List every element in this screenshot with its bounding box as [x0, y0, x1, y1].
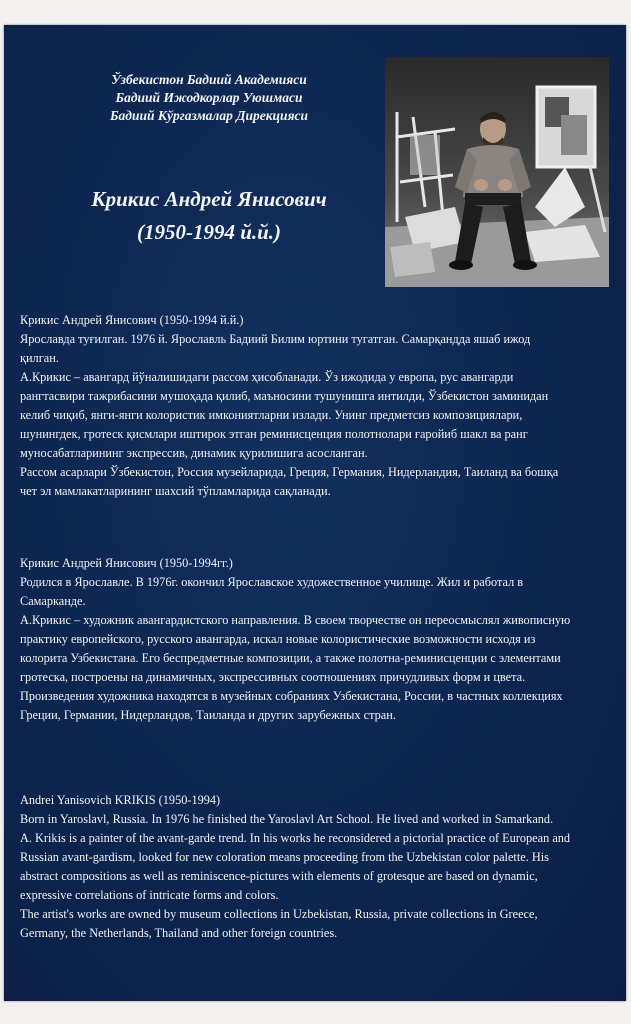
- bio-ru-line: Родился в Ярославле. В 1976г. окончил Ярославское художественное училище. Жил и работал в: [20, 575, 524, 589]
- bio-ru-line: практику европейского, русского авангарда, искал новые колористические возможности исходя из: [20, 632, 536, 646]
- biography-russian: [20, 554, 610, 725]
- bio-uz-line: А.Крикис – авангард йўналишидаги рассом ҳисобланади. Ўз ижодида у европа, рус авангарди: [20, 370, 514, 384]
- bio-en-line: Germany, the Netherlands, Thailand and other foreign countries.: [20, 926, 338, 940]
- header-line-union: Бадиий Ижодкорлар Уюшмаси: [115, 90, 303, 105]
- artist-name: Крикис Андрей Янисович: [91, 187, 327, 211]
- bio-uz-line: Ярославда туғилган. 1976 й. Ярославль Бадиий Билим юртини тугатган. Самарқандда яшаб ижод: [20, 332, 531, 346]
- bio-ru-line: Произведения художника находятся в музейных собраниях Узбекистана, России, в частных коллекциях: [20, 689, 563, 703]
- bio-ru-line: Крикис Андрей Янисович (1950-1994гг.): [20, 556, 233, 570]
- artist-portrait-photo: [385, 57, 609, 287]
- bio-en-line: A. Krikis is a painter of the avant-garde trend. In his works he reconsidered a pictorial practice of European and: [20, 831, 571, 845]
- header-line-academy: Ўзбекистон Бадиий Академияси: [111, 72, 307, 87]
- artist-title: [54, 183, 364, 249]
- bio-ru-line: А.Крикис – художник авангардистского направления. В своем творчестве он переосмыслял живописную: [20, 613, 571, 627]
- bio-en-line: Russian avant-gardism, looked for new coloration means proceeding from the Uzbekistan color palette. His: [20, 850, 549, 864]
- bio-ru-line: Самарканде.: [20, 594, 86, 608]
- organization-header: [54, 71, 364, 125]
- bio-uz-line: Крикис Андрей Янисович (1950-1994 й.й.): [20, 313, 244, 327]
- bio-ru-line: Греции, Германии, Нидерландов, Таиланда и других зарубежных стран.: [20, 708, 396, 722]
- portrait-illustration: [385, 57, 609, 287]
- bio-uz-line: қилган.: [20, 351, 59, 365]
- bio-en-line: Born in Yaroslavl, Russia. In 1976 he finished the Yaroslavl Art School. He lived and worked in Samarkand.: [20, 812, 554, 826]
- bio-en-line: The artist's works are owned by museum collections in Uzbekistan, Russia, private collections in Greece,: [20, 907, 538, 921]
- bio-uz-line: чет эл мамлакатларининг шахсий тўпламларида сақланади.: [20, 484, 331, 498]
- bio-en-line: abstract compositions as well as reminiscence-pictures with elements of grotesque are based on dynamic,: [20, 869, 538, 883]
- biography-uzbek: [20, 311, 610, 501]
- bio-uz-line: Рассом асарлари Ўзбекистон, Россия музейларида, Греция, Германия, Нидерландия, Таиланд ва бошқа: [20, 465, 559, 479]
- biography-english: [20, 791, 610, 943]
- bio-ru-line: гротеска, построены на динамичных, экспрессивных соотношениях причудливых форм и цвета.: [20, 670, 526, 684]
- bio-uz-line: шунингдек, гротеск қисмлари иштирок этган реминисценция полотнолари ғаройиб шакл ва ранг: [20, 427, 528, 441]
- exhibition-info-panel: [4, 25, 626, 1001]
- header-line-directorate: Бадиий Кўргазмалар Дирекцияси: [109, 108, 309, 123]
- bio-en-line: Andrei Yanisovich KRIKIS (1950-1994): [20, 793, 221, 807]
- bio-uz-line: келиб чиқиб, янги-янги колористик имкониятларни излади. Унинг предметсиз композициялари,: [20, 408, 523, 422]
- bio-en-line: expressive correlations of intricate forms and colors.: [20, 888, 279, 902]
- artist-years: (1950-1994 й.й.): [136, 220, 282, 244]
- bio-uz-line: рангтасвири тажрибасини мушоҳада қилиб, маъносини тушунишга интилди, Ўзбекистон заминидан: [20, 389, 549, 403]
- bio-uz-line: муносабатларининг экспрессив, динамик қурилишига асосланган.: [20, 446, 368, 460]
- bio-ru-line: колорита Узбекистана. Его беспредметные композиции, а также полотна-реминисценции с элементами: [20, 651, 561, 665]
